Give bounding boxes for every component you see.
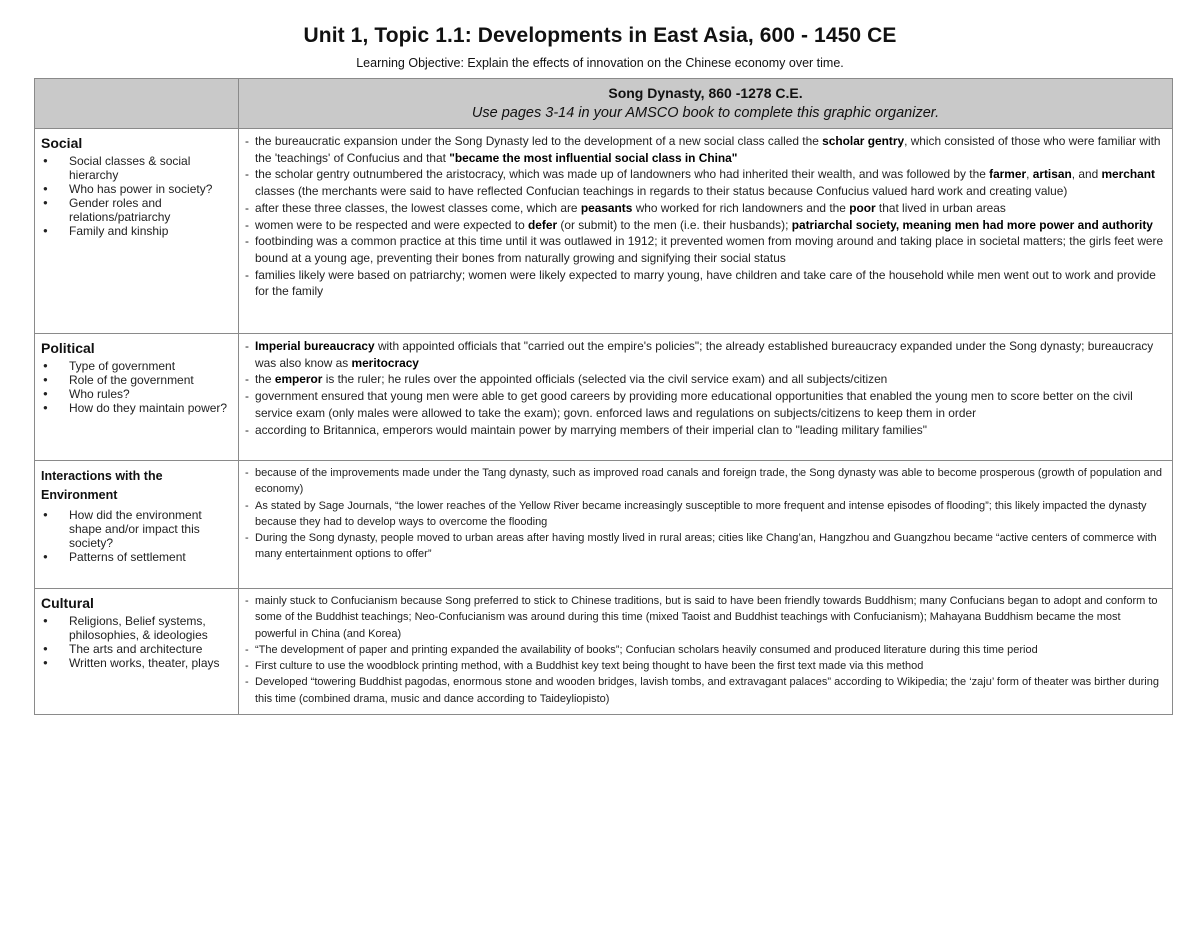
page-title: Unit 1, Topic 1.1: Developments in East Asia, 600 - 1450 CE [303, 24, 897, 47]
note-item: - As stated by Sage Journals, “the lower reaches of the Yellow River became increasingly susceptible to more frequent and intense episodes of flooding”; this likely impacted the dynasty because they had to develop ways to overcome the flooding [255, 498, 1164, 531]
prompt-item: ● Gender roles and relations/patriarchy [69, 196, 232, 224]
prompt-item: ● Patterns of settlement [69, 550, 232, 564]
notes-list [245, 593, 1164, 707]
note-item: - because of the improvements made under the Tang dynasty, such as improved road canals and foreign trade, the Song dynasty was able to become prosperous (growth of population and economy) [255, 465, 1164, 498]
prompt-item: ● Family and kinship [69, 224, 232, 238]
notes-list [245, 338, 1164, 438]
header-blank-cell [35, 79, 239, 129]
table-row [35, 461, 1173, 589]
note-item: - government ensured that young men were able to get good careers by providing more educational opportunities that enabled the young men to score better on the civil service exam (only males were allowed to take the exam); govn. enforced laws and regulations on subjects/citizens to keep them in order [255, 388, 1164, 421]
note-item: - the bureaucratic expansion under the Song Dynasty led to the development of a new social class called the scholar gentry, which consisted of those who were familiar with the 'teachings' of Confucius and that "became the most influential social class in China" [255, 133, 1164, 166]
prompt-item: ● The arts and architecture [69, 642, 232, 656]
dynasty-title: Song Dynasty, 860 -1278 C.E. [608, 85, 803, 101]
notes-social [239, 129, 1173, 334]
category-social [35, 129, 239, 334]
prompt-item: ● Role of the government [69, 373, 232, 387]
note-item: - Imperial bureaucracy with appointed officials that "carried out the empire's policies"; the already established bureaucracy expanded under the Song dynasty; bureaucracy was also know as meritocracy [255, 338, 1164, 371]
category-cultural [35, 589, 239, 715]
note-item: - First culture to use the woodblock printing method, with a Buddhist key text being thought to have been the first text made via this method [255, 658, 1164, 674]
note-item: - according to Britannica, emperors would maintain power by marrying members of their imperial clan to "leading military families" [255, 422, 1164, 439]
category-title: Political [41, 340, 95, 356]
prompt-item: ● Who has power in society? [69, 182, 232, 196]
note-item: - mainly stuck to Confucianism because Song preferred to stick to Chinese traditions, but is said to have been friendly towards Buddhism; many Confucians began to adopt and conform to some of the Buddhist teachings; Neo-Confucianism was around during this time (mixed Taoist and Buddhist teachings with Confucianism); Mahayana Buddhism became the most powerful in China (and Korea) [255, 593, 1164, 642]
table-header-row [35, 79, 1173, 129]
learning-objective: Learning Objective: Explain the effects of innovation on the Chinese economy over time. [356, 56, 844, 70]
instruction-note: Use pages 3-14 in your AMSCO book to complete this graphic organizer. [471, 105, 940, 121]
category-title: Social [41, 135, 83, 151]
prompt-list [41, 154, 232, 238]
category-environment [35, 461, 239, 589]
prompt-item: ● Religions, Belief systems, philosophies, & ideologies [69, 614, 232, 642]
note-item: - “The development of paper and printing expanded the availability of books”; Confucian scholars heavily consumed and produced literature during this time period [255, 642, 1164, 658]
category-political [35, 334, 239, 461]
notes-list [245, 465, 1164, 563]
prompt-item: ● Type of government [69, 359, 232, 373]
note-item: - women were to be respected and were expected to defer (or submit) to the men (i.e. their husbands); patriarchal society, meaning men had more power and authority [255, 217, 1164, 234]
prompt-item: ● How do they maintain power? [69, 401, 232, 415]
category-title: Interactions with the Environment [41, 469, 163, 502]
category-title: Cultural [41, 595, 94, 611]
prompt-list [41, 614, 232, 670]
note-item: - the scholar gentry outnumbered the aristocracy, which was made up of landowners who had inherited their wealth, and was followed by the farmer, artisan, and merchant classes (the merchants were said to have reflected Confucian teachings in regards to their status because Confucius valued hard work and creating value) [255, 166, 1164, 199]
table-row [35, 129, 1173, 334]
note-item: - During the Song dynasty, people moved to urban areas after having mostly lived in rural areas; cities like Chang’an, Hangzhou and Guangzhou became “active centers of commerce with many entertainment options to offer” [255, 530, 1164, 563]
prompt-item: ● Written works, theater, plays [69, 656, 232, 670]
table-row [35, 589, 1173, 715]
graphic-organizer-table [34, 78, 1173, 715]
header-dynasty-cell [239, 79, 1173, 129]
note-item: - after these three classes, the lowest classes come, which are peasants who worked for rich landowners and the poor that lived in urban areas [255, 200, 1164, 217]
note-item: - the emperor is the ruler; he rules over the appointed officials (selected via the civil service exam) and all subjects/citizen [255, 371, 1164, 388]
notes-list [245, 133, 1164, 300]
prompt-item: ● Social classes & social hierarchy [69, 154, 232, 182]
note-item: - footbinding was a common practice at this time until it was outlawed in 1912; it prevented women from moving around and taking place in societal matters; the girls feet were bound at a young age, preventing their bones from naturally growing and signifying their social status [255, 233, 1164, 266]
notes-environment [239, 461, 1173, 589]
prompt-list [41, 359, 232, 415]
note-item: - families likely were based on patriarchy; women were likely expected to marry young, have children and take care of the household while men went out to work and provide for the family [255, 267, 1164, 300]
prompt-item: ● Who rules? [69, 387, 232, 401]
note-item: - Developed “towering Buddhist pagodas, enormous stone and wooden bridges, lavish tombs, and extravagant palaces” according to Wikipedia; the ‘zaju’ form of theater was birther during this time (combined drama, music and dance according to Taideyliopisto) [255, 674, 1164, 707]
table-row [35, 334, 1173, 461]
prompt-item: ● How did the environment shape and/or impact this society? [69, 508, 232, 550]
notes-political [239, 334, 1173, 461]
prompt-list [41, 508, 232, 564]
notes-cultural [239, 589, 1173, 715]
